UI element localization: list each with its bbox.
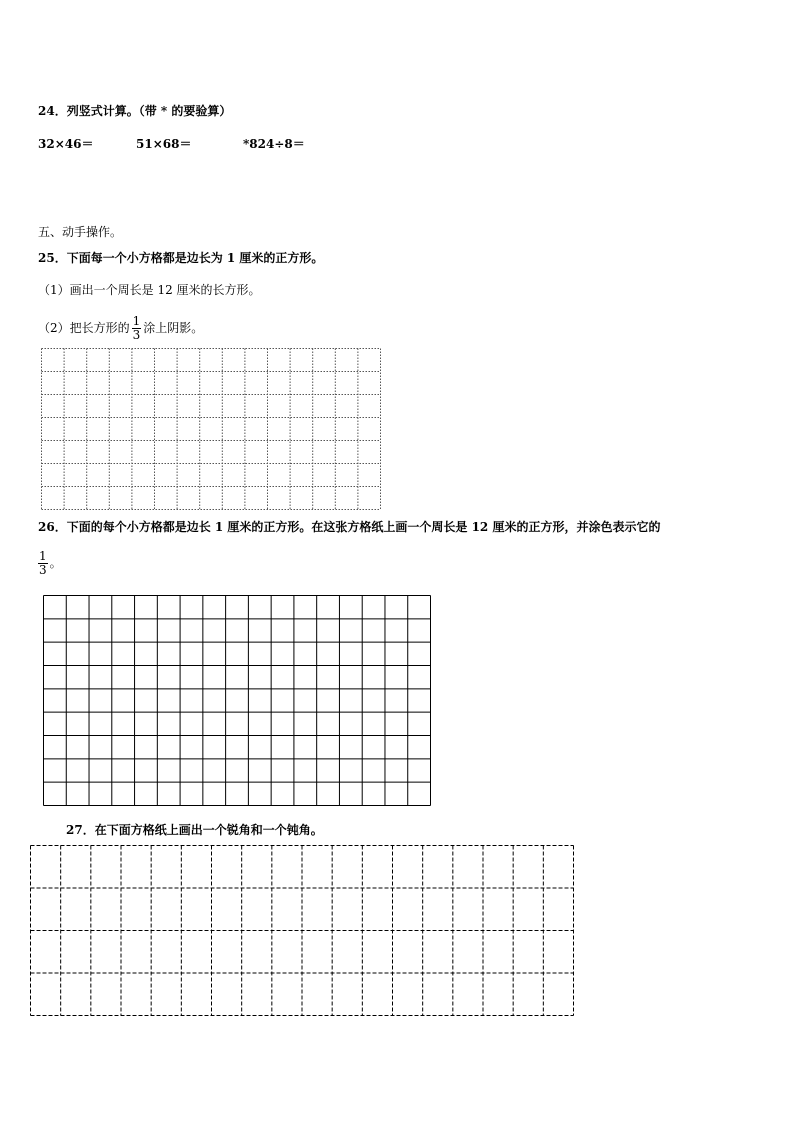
- section5-title: 五、动手操作。: [38, 225, 123, 239]
- q25-part2-after: 涂上阴影。: [143, 321, 204, 335]
- q26-grid[interactable]: [43, 595, 431, 806]
- q25-fraction: [132, 315, 142, 342]
- q24-expression-2: 51×68＝: [136, 137, 192, 151]
- q25-fraction-denominator: 3: [132, 328, 141, 342]
- q24-expression-3: *824÷8＝: [243, 137, 305, 151]
- q27-grid[interactable]: [30, 845, 574, 1016]
- q26-fraction-denominator: 3: [39, 563, 47, 577]
- q25-grid[interactable]: [41, 348, 381, 510]
- q27-title: 27．在下面方格纸上画出一个锐角和一个钝角。: [66, 823, 323, 837]
- q26-title: 26．下面的每个小方格都是边长 1 厘米的正方形。在这张方格纸上画一个周长是 12 厘米的正方形，并涂色表示它的: [38, 520, 661, 534]
- q24-expression-1: 32×46＝: [38, 137, 94, 151]
- q25-fraction-numerator: 1: [132, 314, 141, 328]
- q26-after-fraction: 。: [49, 556, 62, 570]
- q25-part2-before: （2）把长方形的: [38, 321, 130, 335]
- q26-fraction-numerator: 1: [39, 549, 47, 563]
- q26-fraction-line: [38, 543, 62, 583]
- q25-part1: （1）画出一个周长是 12 厘米的长方形。: [38, 283, 261, 297]
- q25-part2: [38, 308, 203, 348]
- q26-fraction: [38, 550, 48, 577]
- q25-title: 25．下面每一个小方格都是边长为 1 厘米的正方形。: [38, 251, 324, 265]
- q24-title: 24．列竖式计算。（带 * 的要验算）: [38, 104, 232, 118]
